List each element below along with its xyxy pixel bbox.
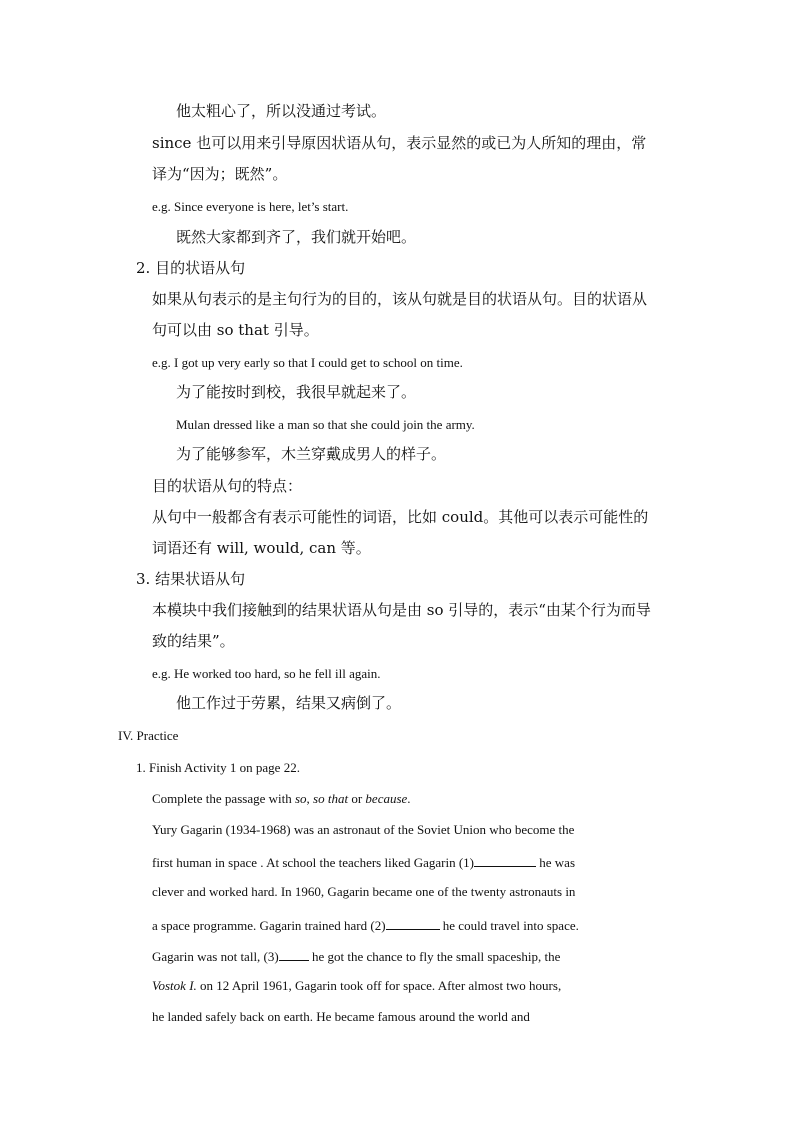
passage-line xyxy=(152,917,579,932)
word-so-that: so that xyxy=(313,791,349,806)
text-line: 致的结果”。 xyxy=(152,632,235,650)
text-line: 句可以由 so that 引导。 xyxy=(152,321,319,339)
passage-line: Yury Gagarin (1934-1968) was an astronaut of the Soviet Union who become the xyxy=(152,822,575,837)
passage-text: he got the chance to fly the small spaceship, the xyxy=(308,949,561,964)
text-line: since 也可以用来引导原因状语从句，表示显然的或已为人所知的理由，常 xyxy=(152,134,647,152)
example-sentence: e.g. I got up very early so that I could get to school on time. xyxy=(152,355,463,370)
text-line: 词语还有 will, would, can 等。 xyxy=(152,539,371,557)
answer-blank-1[interactable] xyxy=(474,854,536,867)
passage-line: he landed safely back on earth. He became famous around the world and xyxy=(152,1009,530,1024)
instruction-sep: or xyxy=(348,791,366,806)
instruction-line xyxy=(152,792,411,805)
answer-blank-2[interactable] xyxy=(386,917,440,930)
text-line: 为了能够参军，木兰穿戴成男人的样子。 xyxy=(176,445,447,463)
example-sentence: e.g. Since everyone is here, let’s start. xyxy=(152,199,349,214)
text-line: 从句中一般都含有表示可能性的词语，比如 could。其他可以表示可能性的 xyxy=(152,508,649,526)
passage-line: clever and worked hard. In 1960, Gagarin became one of the twenty astronauts in xyxy=(152,884,576,899)
passage-line xyxy=(152,979,561,992)
word-so: so xyxy=(294,791,307,806)
passage-text: a space programme. Gagarin trained hard (2) xyxy=(152,918,386,933)
passage-text: he was xyxy=(536,855,576,870)
text-line: 1. Finish Activity 1 on page 22. xyxy=(136,760,300,775)
section-heading: IV. Practice xyxy=(118,728,179,743)
text-line: 既然大家都到齐了，我们就开始吧。 xyxy=(176,228,417,246)
text-line: 为了能按时到校，我很早就起来了。 xyxy=(176,383,417,401)
passage-text: Gagarin was not tall, (3) xyxy=(152,949,279,964)
text-line: 他工作过于劳累，结果又病倒了。 xyxy=(176,694,402,712)
example-sentence: Mulan dressed like a man so that she could join the army. xyxy=(176,417,475,432)
answer-blank-3[interactable] xyxy=(279,948,309,961)
passage-text: on 12 April 1961, Gagarin took off for space. After almost two hours, xyxy=(196,978,562,993)
example-sentence: e.g. He worked too hard, so he fell ill again. xyxy=(152,666,381,681)
text-line: 如果从句表示的是主句行为的目的，该从句就是目的状语从句。目的状语从 xyxy=(152,290,648,308)
instruction-prefix: Complete the passage with xyxy=(152,791,295,806)
section-heading: 3. 结果状语从句 xyxy=(136,570,246,588)
passage-line xyxy=(152,948,560,963)
passage-text: first human in space . At school the teachers liked Gagarin (1) xyxy=(152,855,475,870)
passage-line xyxy=(152,854,575,869)
text-line: 译为“因为；既然”。 xyxy=(152,165,288,183)
word-because: because xyxy=(365,791,408,806)
spaceship-name: Vostok I. xyxy=(152,978,197,993)
section-heading: 2. 目的状语从句 xyxy=(136,259,246,277)
text-line: 目的状语从句的特点： xyxy=(152,477,303,495)
instruction-sep: , xyxy=(306,791,314,806)
passage-text: he could travel into space. xyxy=(439,918,579,933)
text-line: 本模块中我们接触到的结果状语从句是由 so 引导的，表示“由某个行为而导 xyxy=(152,601,651,619)
text-line: 他太粗心了，所以没通过考试。 xyxy=(176,102,387,120)
instruction-suffix: . xyxy=(407,791,411,806)
